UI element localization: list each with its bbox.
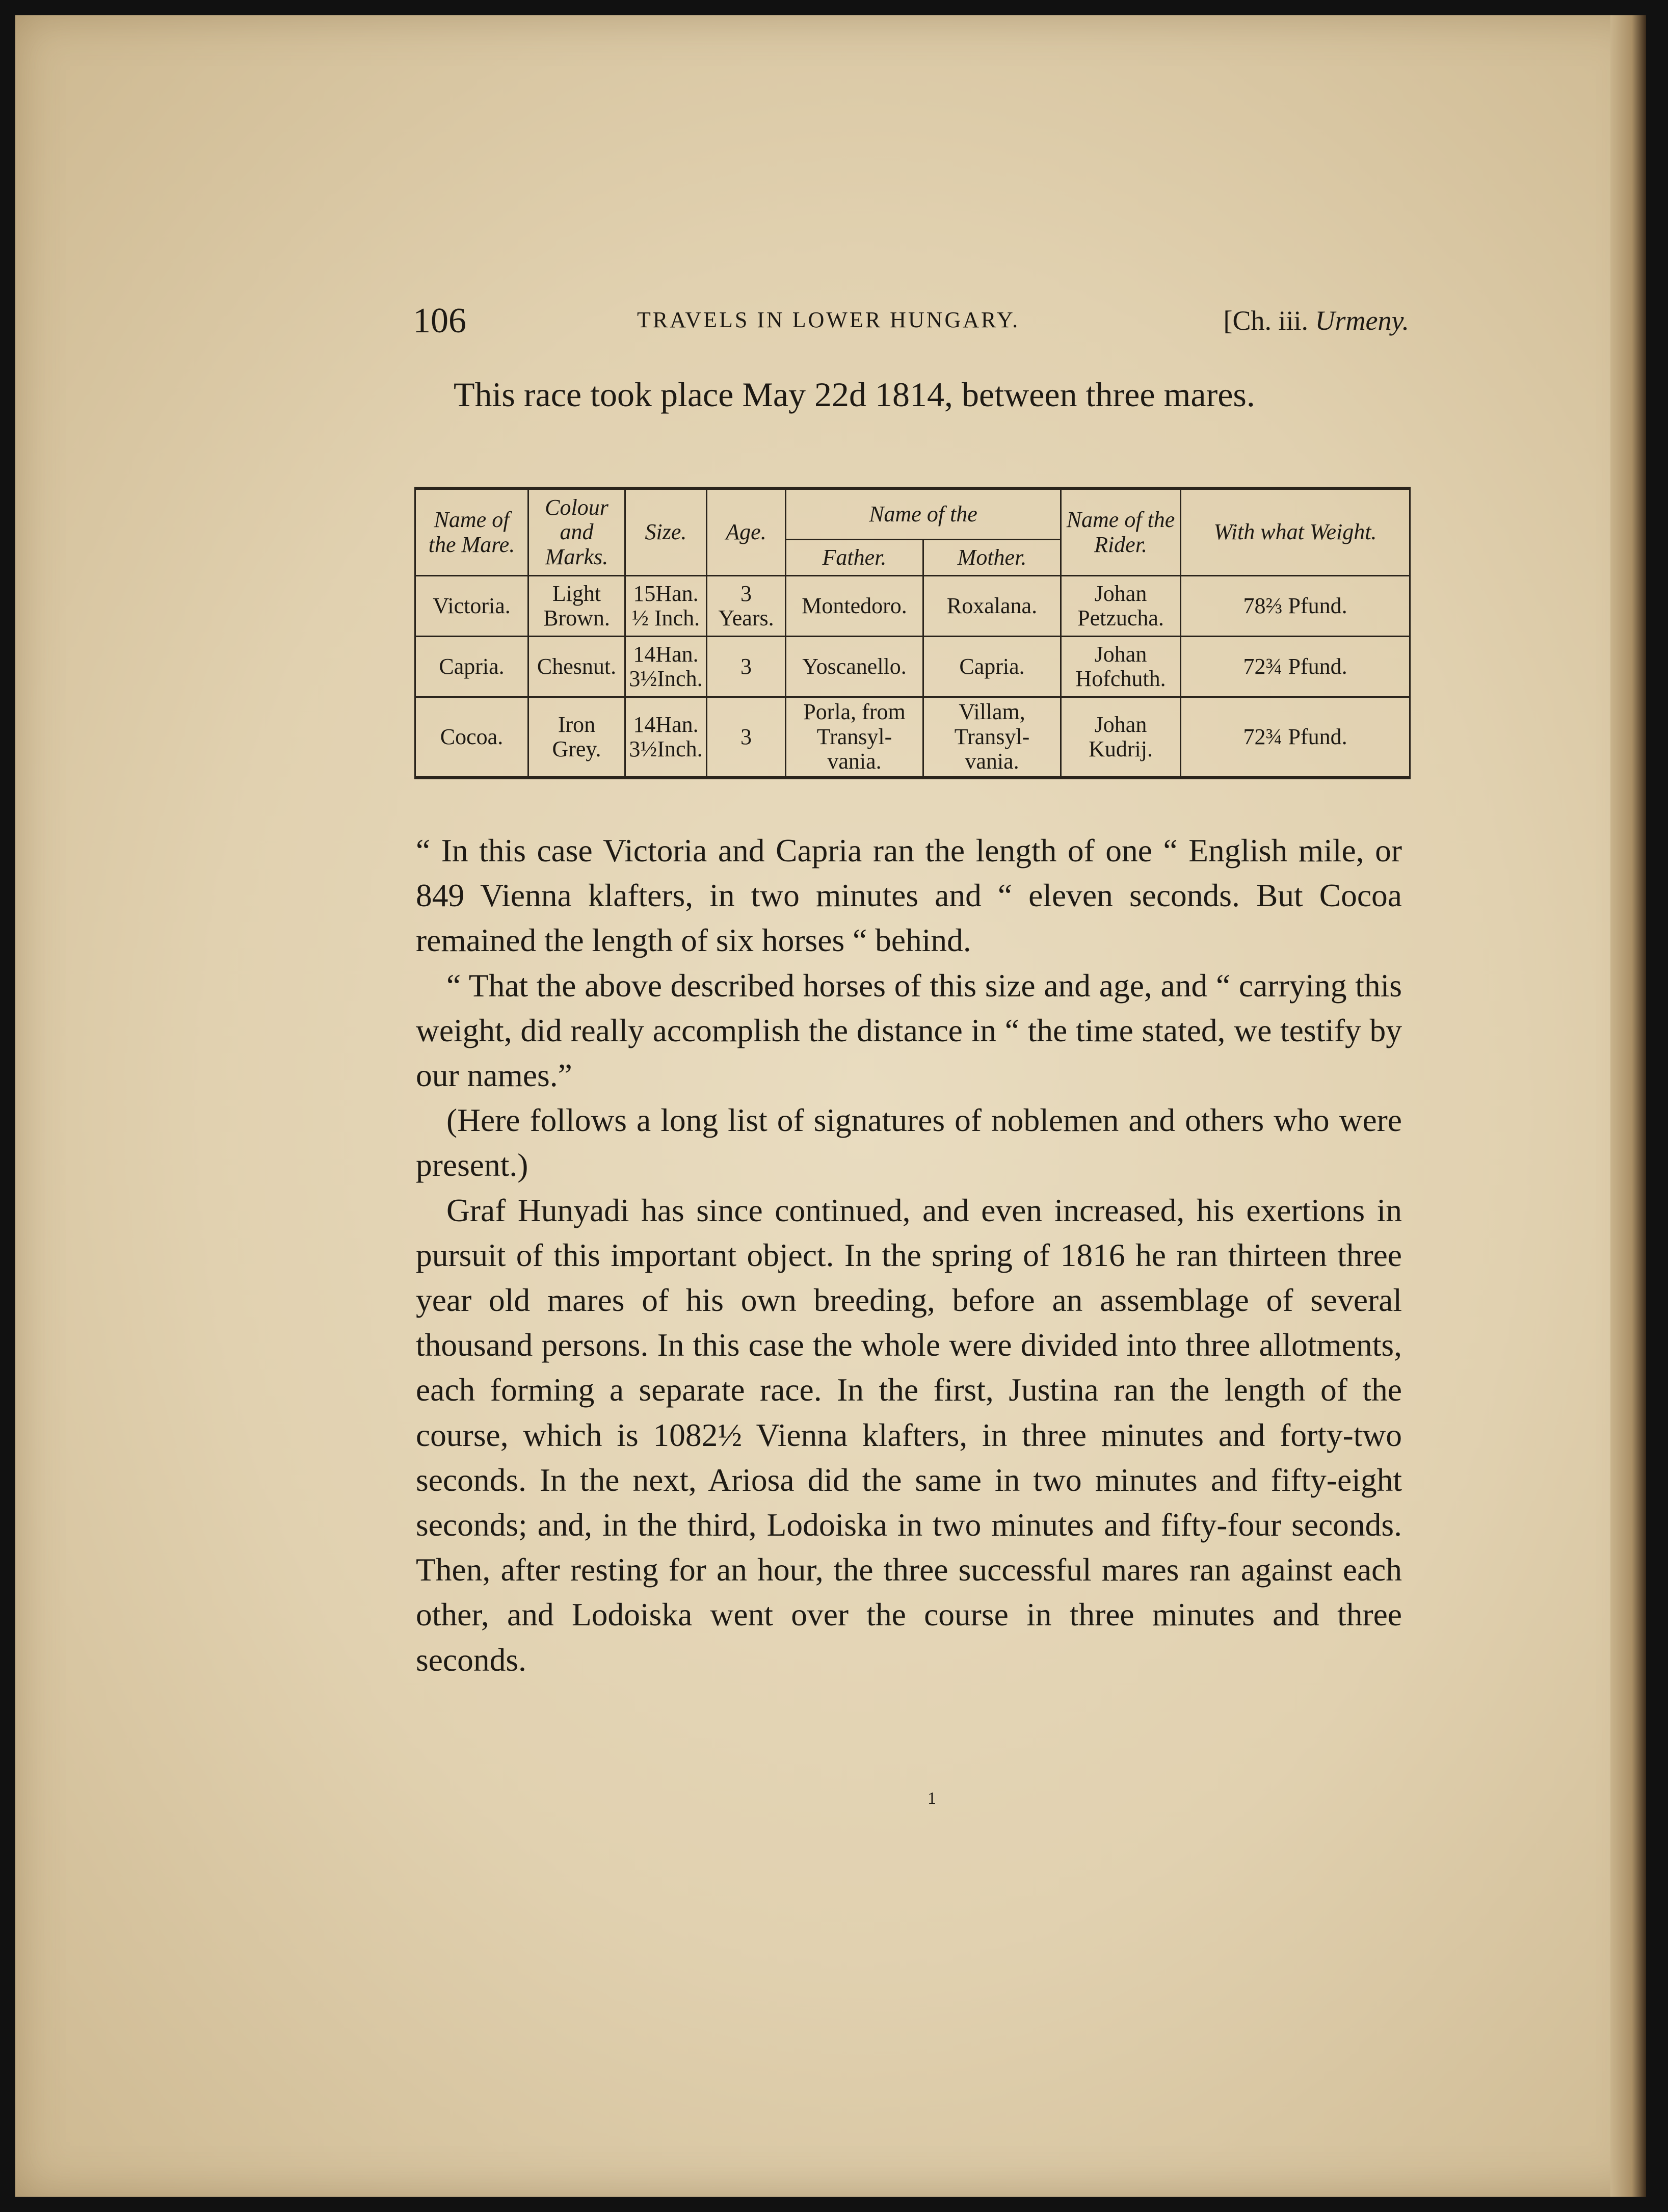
header-mother: Mother. (923, 540, 1061, 576)
header-size: Size. (625, 488, 707, 576)
table-row (415, 697, 1410, 778)
cell-weight: 72¾ Pfund. (1181, 637, 1410, 697)
header-parents: Name of the (786, 488, 1061, 540)
quote-paragraph-2: “ That the above described horses of this size and age, and “ carrying this weight, did really accomplish the distance in “ the time stated, we testify by our names.” (416, 967, 1402, 1094)
running-title: TRAVELS IN LOWER HUNGARY. (637, 307, 1020, 332)
cell-size: 14Han. 3½Inch. (625, 637, 707, 697)
table-row (415, 576, 1410, 637)
cell-mother: Roxalana. (923, 576, 1061, 637)
page-header (413, 301, 1409, 341)
cell-mother: Villam, Transyl- vania. (923, 697, 1061, 778)
signatures-note: (Here follows a long list of signatures of noblemen and others who were present.) (416, 1102, 1402, 1183)
race-intro: This race took place May 22d 1814, between three mares. (454, 375, 1255, 414)
cell-mother: Capria. (923, 637, 1061, 697)
cell-age: 3 Years. (707, 576, 786, 637)
table-row (415, 637, 1410, 697)
cell-father: Yoscanello. (786, 637, 923, 697)
header-rider: Name of the Rider. (1061, 488, 1181, 576)
cell-weight: 72¾ Pfund. (1181, 697, 1410, 778)
cell-size: 15Han. ½ Inch. (625, 576, 707, 637)
page-number: 106 (413, 301, 466, 340)
cell-size: 14Han. 3½Inch. (625, 697, 707, 778)
cell-age: 3 (707, 697, 786, 778)
body-text (416, 828, 1402, 1682)
header-mare: Name of the Mare. (415, 488, 528, 576)
footnote-mark: 1 (928, 1789, 936, 1808)
cell-colour: Light Brown. (528, 576, 625, 637)
cell-mare: Capria. (415, 637, 528, 697)
quote-paragraph-1: “ In this case Victoria and Capria ran the length of one “ English mile, or 849 Vienna klafters, in two minutes and “ eleven seconds. But Cocoa remained the length of six horses “ behind. (416, 832, 1402, 959)
cell-rider: Johan Kudrij. (1061, 697, 1181, 778)
cell-mare: Cocoa. (415, 697, 528, 778)
header-age: Age. (707, 488, 786, 576)
header-father: Father. (786, 540, 923, 576)
section-place: Urmeny. (1315, 305, 1409, 336)
cell-weight: 78⅔ Pfund. (1181, 576, 1410, 637)
header-weight: With what Weight. (1181, 488, 1410, 576)
page-gutter (1610, 15, 1646, 2197)
section-prefix: [Ch. iii. (1223, 305, 1309, 336)
cell-colour: Iron Grey. (528, 697, 625, 778)
cell-father: Porla, from Transyl- vania. (786, 697, 923, 778)
cell-age: 3 (707, 637, 786, 697)
book-page (15, 15, 1646, 2197)
race-table (414, 487, 1411, 779)
cell-rider: Johan Hofchuth. (1061, 637, 1181, 697)
section-reference (1224, 305, 1409, 336)
cell-rider: Johan Petzucha. (1061, 576, 1181, 637)
cell-mare: Victoria. (415, 576, 528, 637)
header-colour: Colour and Marks. (528, 488, 625, 576)
body-paragraph: Graf Hunyadi has since continued, and even increased, his exertions in pursuit of this important object. In the spring of 1816 he ran thirteen three year old mares of his own breeding, before an assemblage of several thousand persons. In this case the whole were divided into three allotments, each forming a separate race. In the first, Justina ran the length of the course, which is 1082½ Vienna klafters, in three minutes and forty-two seconds. In the next, Ariosa did the same in two minutes and fifty-eight seconds; and, in the third, Lodoiska in two minutes and fifty-four seconds. Then, after resting for an hour, the three successful mares ran against each other, and Lodoiska went over the course in three minutes and three seconds. (416, 1192, 1402, 1678)
cell-colour: Chesnut. (528, 637, 625, 697)
cell-father: Montedoro. (786, 576, 923, 637)
